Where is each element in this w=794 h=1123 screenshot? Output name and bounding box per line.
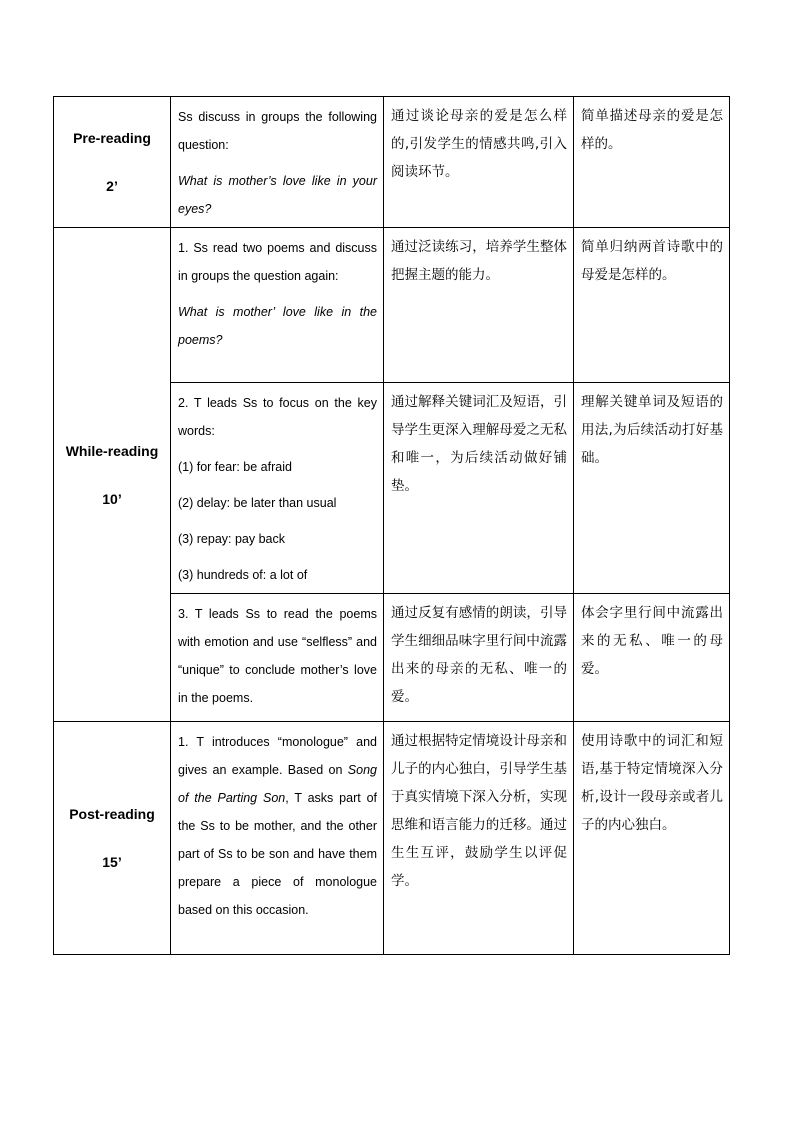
stage-time: 2’ — [106, 178, 118, 194]
evaluation-cell: 简单描述母亲的爱是怎样的。 — [574, 97, 730, 228]
key-word-item: (3) repay: pay back — [178, 532, 285, 546]
poem-title: Song of the Parting Son — [178, 763, 377, 805]
activity-cell — [171, 97, 384, 228]
stage-time: 15’ — [102, 854, 122, 870]
evaluation-cell: 体会字里行间中流露出来的无私、唯一的母爱。 — [574, 594, 730, 722]
purpose-cell: 通过谈论母亲的爱是怎么样的,引发学生的情感共鸣,引入阅读环节。 — [384, 97, 574, 228]
activity-text: Ss discuss in groups the following question: — [178, 110, 377, 152]
table-row-pre-reading — [54, 97, 730, 228]
activity-text: 1. Ss read two poems and discuss in groups the question again: — [178, 241, 377, 283]
activity-text: 3. T leads Ss to read the poems with emotion and use “selfless” and “unique” to conclude mother’s love in the poems. — [178, 607, 377, 705]
activity-cell — [171, 722, 384, 955]
purpose-cell: 通过根据特定情境设计母亲和儿子的内心独白，引导学生基于真实情境下深入分析，实现思维和语言能力的迁移。通过生生互评，鼓励学生以评促学。 — [384, 722, 574, 955]
activity-cell — [171, 594, 384, 722]
activity-text — [178, 728, 377, 924]
purpose-cell: 通过反复有感情的朗读，引导学生细细品味字里行间中流露出来的母亲的无私、唯一的爱。 — [384, 594, 574, 722]
activity-cell — [171, 383, 384, 594]
key-word-item: (1) for fear: be afraid — [178, 460, 292, 474]
activity-cell — [171, 228, 384, 383]
stage-name: While-reading — [65, 442, 159, 459]
purpose-cell: 通过解释关键词汇及短语，引导学生更深入理解母爱之无私和唯一，为后续活动做好铺垫。 — [384, 383, 574, 594]
key-word-item: (2) delay: be later than usual — [178, 496, 337, 510]
stage-time: 10’ — [102, 490, 122, 507]
stage-name: Pre-reading — [73, 130, 151, 146]
stage-cell — [54, 97, 171, 228]
purpose-cell: 通过泛读练习，培养学生整体把握主题的能力。 — [384, 228, 574, 383]
table-row-while-reading-1 — [54, 228, 730, 383]
evaluation-cell: 简单归纳两首诗歌中的母爱是怎样的。 — [574, 228, 730, 383]
activity-text: 2. T leads Ss to focus on the key words: — [178, 396, 377, 438]
stage-cell — [54, 722, 171, 955]
activity-question: What is mother’s love like in your eyes? — [178, 174, 377, 216]
evaluation-cell: 理解关键单词及短语的用法,为后续活动打好基础。 — [574, 383, 730, 594]
activity-question: What is mother’ love like in the poems? — [178, 305, 377, 347]
evaluation-cell: 使用诗歌中的词汇和短语,基于特定情境深入分析,设计一段母亲或者儿子的内心独白。 — [574, 722, 730, 955]
activity-text-part: 1. T introduces “monologue” and gives an example. Based on — [178, 735, 377, 777]
activity-text-part: , T asks part of the Ss to be mother, and the other part of Ss to be son and have them prepare a piece of monologue based on this occasion. — [178, 791, 377, 917]
stage-cell — [54, 228, 171, 722]
lesson-plan-table — [53, 96, 730, 955]
stage-name: Post-reading — [69, 806, 155, 822]
key-word-item: (3) hundreds of: a lot of — [178, 568, 308, 582]
table-row-post-reading — [54, 722, 730, 955]
